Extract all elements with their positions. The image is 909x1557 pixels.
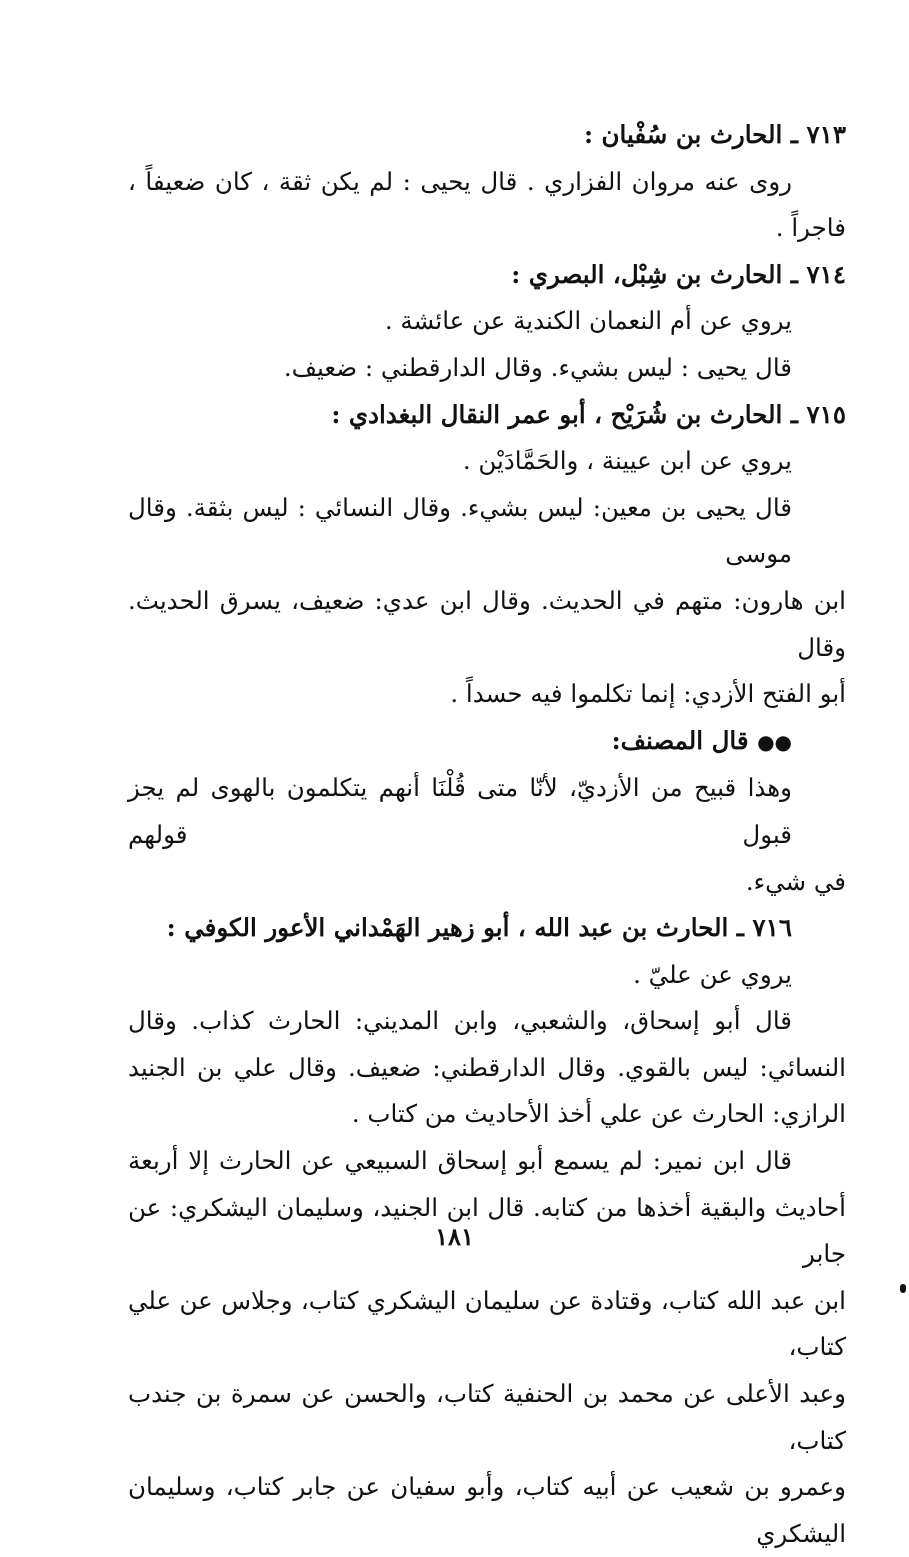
entry-text-line: أحاديث والبقية أخذها من كتابه. قال ابن الجنيد، وسليمان اليشكري: عن جابر <box>128 1192 846 1269</box>
entry-heading-714: ٧١٤ ـ الحارث بن شِبْل، البصري : <box>511 259 846 289</box>
double-bullet-icon: ●● <box>757 729 792 754</box>
entry-text-line: وعمرو بن شعيب عن أبيه كتاب، وأبو سفيان عن جابر كتاب، وسليمان اليشكري <box>128 1472 846 1548</box>
entry-text-line: روى عنه مروان الفزاري . قال يحيى : لم يكن ثقة ، كان ضعيفاً ، <box>128 166 792 196</box>
author-note-heading <box>128 718 846 766</box>
entry-text-line: قال يحيى : ليس بشيء. وقال الدارقطني : ضعيف. <box>283 352 792 382</box>
entry-heading-716: ٧١٦ ـ الحارث بن عبد الله ، أبو زهير الهَمْداني الأعور الكوفي : <box>166 913 792 943</box>
page-body <box>128 112 846 1557</box>
entry-text-line: قال يحيى بن معين: ليس بشيء. وقال النسائي : ليس بثقة. وقال موسى <box>128 492 792 569</box>
entry-text-line: ابن هارون: متهم في الحديث. وقال ابن عدي: ضعيف، يسرق الحديث. وقال <box>128 585 846 662</box>
author-note-label: قال المصنف: <box>611 725 749 755</box>
author-note-line: وهذا قبيح من الأزديّ، لأنّا متى قُلْنَا أنهم يتكلمون بالهوى لم يجز قبول قولهم <box>128 773 792 849</box>
entry-text-line: وعبد الأعلى عن محمد بن الحنفية كتاب، والحسن عن سمرة بن جندب كتاب، <box>128 1379 846 1455</box>
entry-text-line: النسائي: ليس بالقوي. وقال الدارقطني: ضعيف. وقال علي بن الجنيد <box>128 1052 846 1082</box>
entry-text-line: يروي عن عليّ . <box>633 959 792 989</box>
page-number: ١٨١ <box>435 1222 474 1251</box>
entry-text-line: فاجراً . <box>775 213 846 243</box>
entry-text-line: يروي عن أم النعمان الكندية عن عائشة . <box>384 306 792 336</box>
entry-heading-713: ٧١٣ ـ الحارث بن سُفْيان : <box>583 120 846 149</box>
entry-text-line: يروي عن ابن عيينة ، والحَمَّادَيْن . <box>462 446 792 476</box>
entry-text-line: ابن عبد الله كتاب، وقتادة عن سليمان اليشكري كتاب، وجلاس عن علي كتاب، <box>128 1285 846 1362</box>
entry-text-line: أبو الفتح الأزدي: إنما تكلموا فيه حسداً . <box>450 679 846 709</box>
entry-heading-715: ٧١٥ ـ الحارث بن شُرَيْح ، أبو عمر النقال البغدادي : <box>331 399 846 429</box>
entry-text-line: قال أبو إسحاق، والشعبي، وابن المديني: الحارث كذاب. وقال <box>128 1006 792 1036</box>
entry-text-line: الرازي: الحارث عن علي أخذ الأحاديث من كتاب . <box>351 1099 846 1129</box>
scan-mark <box>900 1284 906 1293</box>
entry-text-line: قال ابن نمير: لم يسمع أبو إسحاق السبيعي عن الحارث إلا أربعة <box>128 1146 792 1176</box>
author-note-line: في شيء. <box>745 866 846 896</box>
